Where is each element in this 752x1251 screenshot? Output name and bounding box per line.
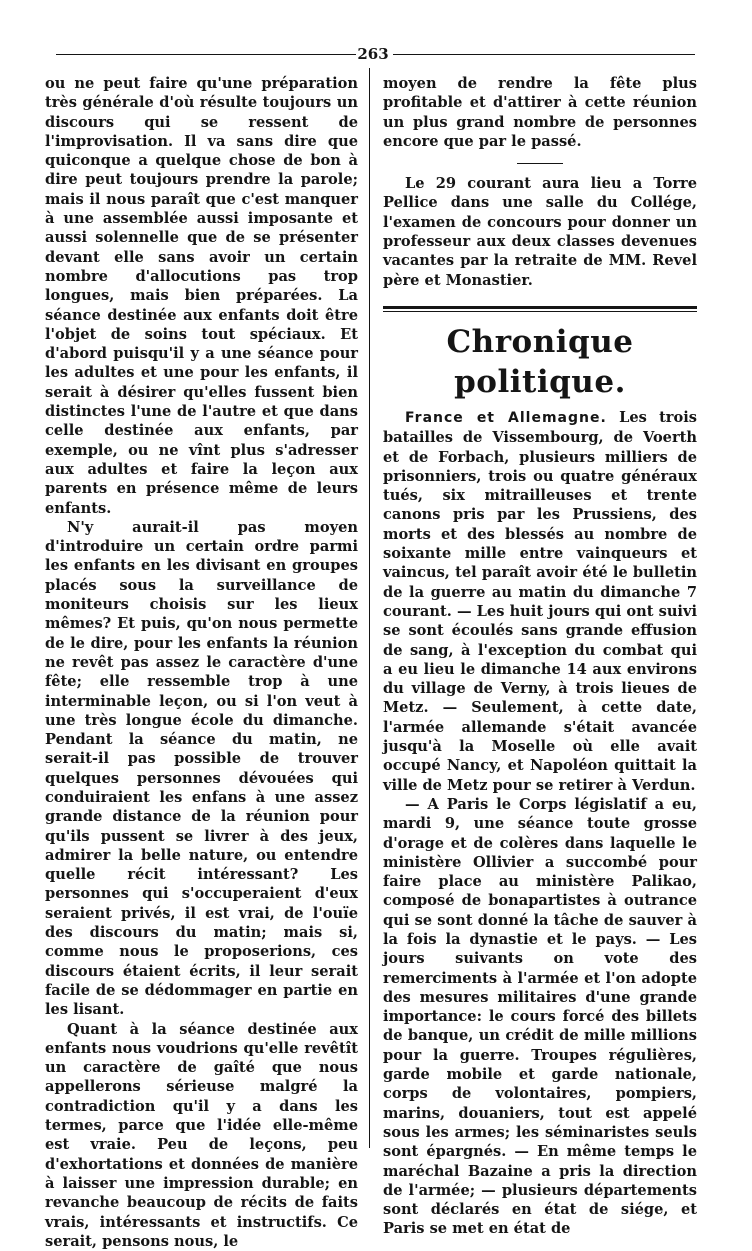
left-paragraph-1: ou ne peut faire qu'une préparation très générale d'où résulte toujours un discours qui se ressent de l'improvisation. Il va sans dire que quiconque a quelque chose de bon à dire peut toujours prendre la parole; mais il nous paraît que c'est manquer à une assemblée aussi imposante et aussi solennelle que de se présenter devant elle sans avoir un certain nombre d'allocutions pas trop longues, mais bien préparées. La séance destinée aux enfants doit être l'objet de soins tout spéciaux. Et d'abord puisqu'il y a une séance pour les adultes et une pour les enfants, il serait à désirer qu'elles fussent bien distinctes l'une de l'autre et que dans celle destinée aux enfants, par exemple, ou ne vînt plus s'adresser aux adultes et faire la leçon aux parents en présence même de leurs enfants. (45, 75, 358, 517)
section-title: Chronique politique. (446, 323, 634, 400)
section-rule-thick (383, 306, 697, 309)
chronicle-subhead: France et Allemagne. (405, 409, 607, 426)
left-paragraph-3: Quant à la séance destinée aux enfants nous voudrions qu'elle revêtît un caractère de gaîté que nous appellerons sérieuse malgré la contradiction qu'il y a dans les termes, parce que l'idée elle-même est vraie. Peu de leçons, peu d'exhortations et données de manière à laisser une impression durable; en revanche beaucoup de récits de faits vrais, intéressants et instructifs. Ce serait, pensons nous, le (45, 1020, 358, 1250)
chronicle-paragraph-2: — A Paris le Corps législatif a eu, mardi 9, une séance toute grosse d'orage et de colères dans laquelle le ministère Ollivier a succombé pour faire place au ministère Palikao, composé de bonapartistes à outrance qui se sont donné la tâche de sauver à la fois la dynastie et le pays. — Les jours suivants on vote des remerciments à l'armée et l'on adopte des mesures militaires d'une grande importance: le cours forcé des billets de banque, un crédit de mille millions pour la guerre. Troupes régulières, garde mobile et garde nationale, corps de volontaires, pompiers, marins, douaniers, tout est appelé sous les armes; les séminaristes seuls sont épargnés. — En même temps le maréchal Bazaine a pris la direction de l'armée; — plusieurs départements sont déclarés en état de siége, et Paris se met en état de (383, 795, 697, 1238)
header-rule-right (393, 54, 695, 55)
section-rule-thin (383, 311, 697, 312)
left-paragraph-2: N'y aurait-il pas moyen d'introduire un certain ordre parmi les enfants en les divisant en groupes placés sous la surveillance de moniteurs choisis sur les lieux mêmes? Et puis, qu'on nous permette de le dire, pour les enfants la réunion ne revêt pas assez le caractère d'une fête; elle ressemble trop à une interminable leçon, ou si l'on veut à une très longue école du dimanche. Pendant la séance du matin, ne serait-il pas possible de trouver quelques personnes dévouées qui conduiraient les enfans à une assez grande distance de la réunion pour qu'ils pussent se livrer à des jeux, admirer la belle nature, ou entendre quelle récit intéressant? Les personnes qui s'occuperaient d'eux seraient privés, il est vrai, de l'ouïe des discours du matin; mais si, comme nous le proposerions, ces discours étaient écrits, il leur serait facile de se dédommager en partie en les lisant. (45, 518, 358, 1019)
right-column (383, 74, 697, 1239)
right-paragraph-continued: moyen de rendre la fête plus profitable et d'attirer à cette réunion un plus grand nombre de personnes encore que par le passé. (383, 75, 697, 150)
chronicle-paragraph-1 (383, 408, 697, 795)
notice-paragraph: Le 29 courant aura lieu a Torre Pellice dans une salle du Collége, l'examen de concours pour donner un professeur aux deux classes devenues vacantes par la retraite de MM. Revel père et Monastier. (383, 175, 697, 289)
page-header (38, 44, 708, 64)
chronicle-text-1: Les trois batailles de Vissembourg, de Voerth et de Forbach, plusieurs milliers de prisonniers, trois ou quatre généraux tués, six mitrailleuses et trente canons pris par les Prussiens, des morts et des blessés au nombre de soixante mille entre vainqueurs et vaincus, tel paraît avoir été le bulletin de la guerre au matin du dimanche 7 courant. — Les huit jours qui ont suivi se sont écoulés sans grande effusion de sang, à l'exception du combat qui a eu lieu le dimanche 14 aux environs du village de Verny, à trois lieues de Metz. — Seulement, à cette date, l'armée allemande s'était avancée jusqu'à la Moselle où elle avait occupé Nancy, et Napoléon quittait la ville de Metz pour se retirer à Verdun. (383, 408, 697, 794)
separator-dash (517, 163, 563, 164)
left-column (45, 74, 358, 1251)
column-divider (369, 68, 370, 1148)
page-number: 263 (357, 45, 389, 63)
